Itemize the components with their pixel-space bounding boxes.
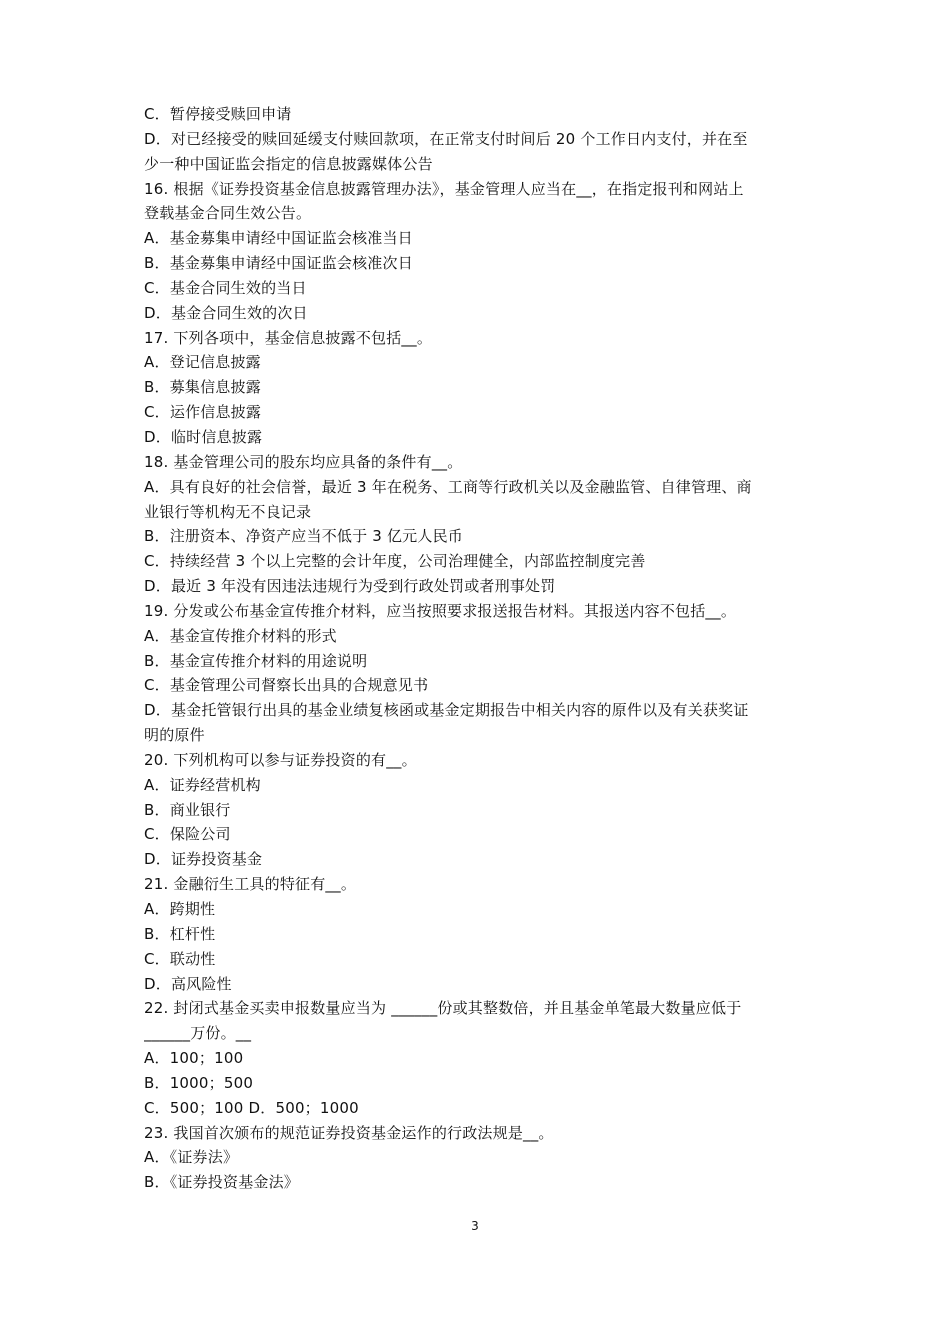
option-a: A．100；100 (144, 1049, 244, 1068)
option-a: A．登记信息披露 (144, 353, 261, 372)
option-c: C．持续经营 3 个以上完整的会计年度，公司治理健全，内部监控制度完善 (144, 552, 646, 571)
text-line: 业银行等机构无不良记录 (144, 502, 312, 521)
option-b: B．注册资本、净资产应当不低于 3 亿元人民币 (144, 527, 463, 546)
question-23: 23. 我国首次颁布的规范证券投资基金运作的行政法规是__。 (144, 1123, 554, 1142)
question-20: 20. 下列机构可以参与证券投资的有__。 (144, 750, 417, 769)
option-c: C．联动性 (144, 949, 216, 968)
option-c: C．基金管理公司督察长出具的合规意见书 (144, 676, 429, 695)
option-d: D．证券投资基金 (144, 850, 263, 869)
option-c: C．保险公司 (144, 825, 231, 844)
page-content (144, 102, 816, 1195)
option-c-d: C．500；100 D．500；1000 (144, 1098, 359, 1117)
text-line: 少一种中国证监会指定的信息披露媒体公告 (144, 154, 433, 173)
question-21: 21. 金融衍生工具的特征有__。 (144, 875, 357, 894)
option-a: A．证券经营机构 (144, 775, 261, 794)
text-line: ______万份。__ (144, 1024, 252, 1043)
option-a: A．具有良好的社会信誉，最近 3 年在税务、工商等行政机关以及金融监管、自律管理、商 (144, 477, 752, 496)
option-b: B．杠杆性 (144, 924, 216, 943)
option-d: D．最近 3 年没有因违法违规行为受到行政处罚或者刑事处罚 (144, 577, 556, 596)
question-19: 19. 分发或公布基金宣传推介材料，应当按照要求报送报告材料。其报送内容不包括__。 (144, 601, 737, 620)
option-b: B．基金募集申请经中国证监会核准次日 (144, 254, 413, 273)
question-16: 16. 根据《证券投资基金信息披露管理办法》，基金管理人应当在__，在指定报刊和网站上 (144, 179, 744, 198)
page-number: 3 (471, 1219, 479, 1233)
text-line: 登载基金合同生效公告。 (144, 204, 312, 223)
text-line: 明的原件 (144, 726, 205, 745)
option-b: B．1000；500 (144, 1073, 254, 1092)
option-c: C．运作信息披露 (144, 403, 262, 422)
option-d: D．临时信息披露 (144, 427, 263, 446)
option-d: D．基金合同生效的次日 (144, 303, 308, 322)
text-line: D．对已经接受的赎回延缓支付赎回款项，在正常支付时间后 20 个工作日内支付，并在至 (144, 129, 748, 148)
option-a: A．《证券法》 (144, 1148, 239, 1167)
option-c: C．基金合同生效的当日 (144, 278, 307, 297)
option-a: A．基金宣传推介材料的形式 (144, 626, 337, 645)
option-b: B．基金宣传推介材料的用途说明 (144, 651, 368, 670)
option-b: B．《证券投资基金法》 (144, 1173, 299, 1192)
question-17: 17. 下列各项中，基金信息披露不包括__。 (144, 328, 433, 347)
option-b: B．商业银行 (144, 800, 231, 819)
option-d: D．基金托管银行出具的基金业绩复核函或基金定期报告中相关内容的原件以及有关获奖证 (144, 701, 749, 720)
option-a: A．基金募集申请经中国证监会核准当日 (144, 229, 413, 248)
option-b: B．募集信息披露 (144, 378, 261, 397)
text-line: C．暂停接受赎回申请 (144, 105, 292, 123)
option-d: D．高风险性 (144, 974, 232, 993)
question-18: 18. 基金管理公司的股东均应具备的条件有__。 (144, 452, 463, 471)
option-a: A．跨期性 (144, 900, 216, 918)
question-22: 22. 封闭式基金买卖申报数量应当为 ______份或其整数倍，并且基金单笔最大数量应低于 (144, 999, 742, 1018)
